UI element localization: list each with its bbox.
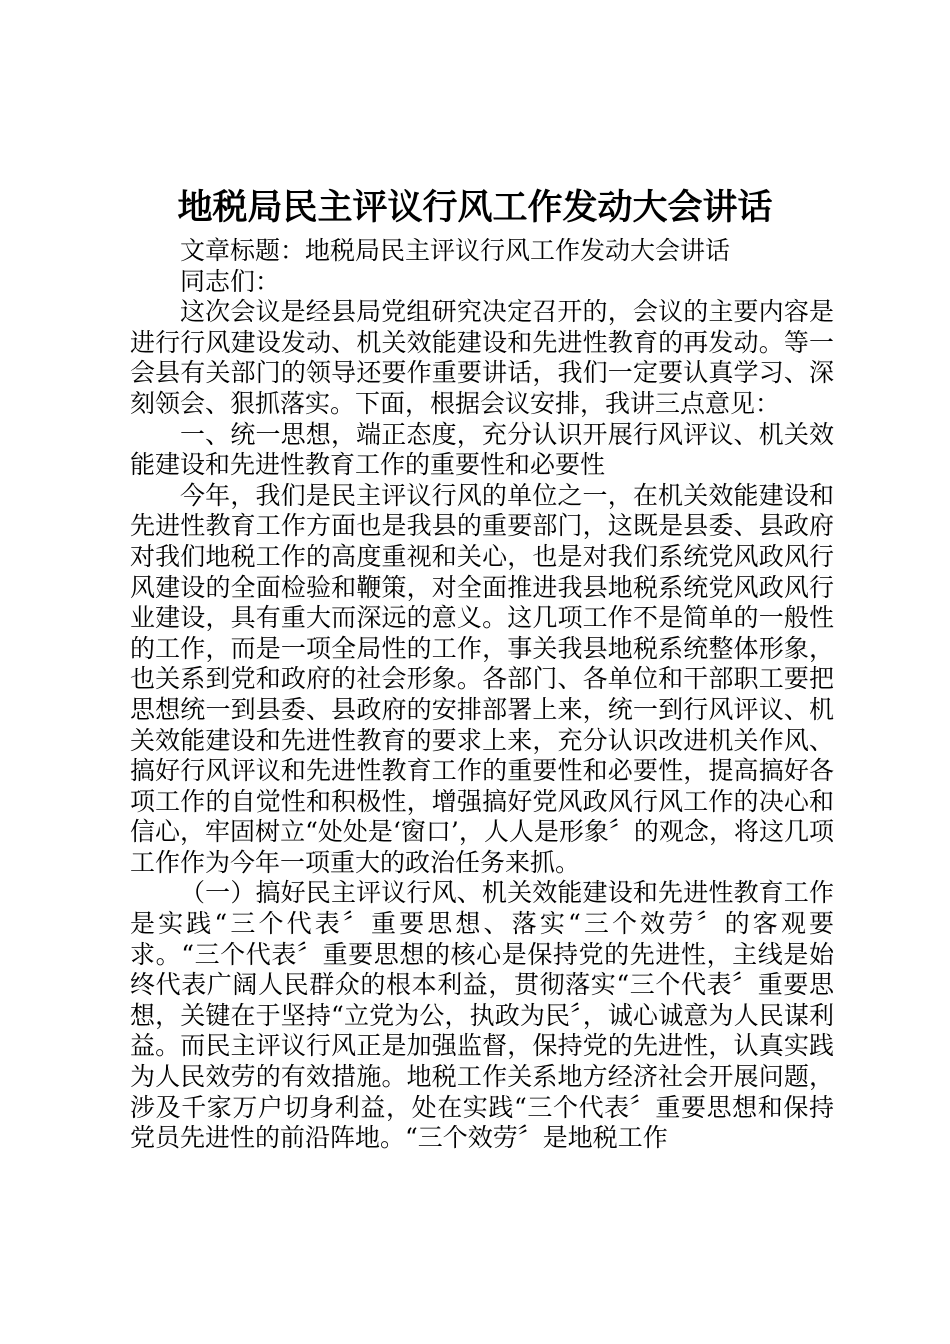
- document-body: [130, 236, 834, 1154]
- paragraph-this-year: 今年，我们是民主评议行风的单位之一，在机关效能建设和先进性教育工作方面也是我县的重要部门，这既是县委、县政府对我们地税工作的高度重视和关心，也是对我们系统党风政风行风建设的全面检验和鞭策，对全面推进我县地税系统党风政风行业建设，具有重大而深远的意义。这几项工作不是简单的一般性的工作，而是一项全局性的工作，事关我县地税系统整体形象，也关系到党和政府的社会形象。各部门、各单位和干部职工要把思想统一到县委、县政府的安排部署上来，统一到行风评议、机关效能建设和先进性教育的要求上来，充分认识改进机关作风、搞好行风评议和先进性教育工作的重要性和必要性，提高搞好各项工作的自觉性和积极性，增强搞好党风政风行风工作的决心和信心，牢固树立“处处是‘窗口’，人人是形象〞的观念，将这几项工作作为今年一项重大的政治任务来抓。: [130, 480, 834, 877]
- section-heading-1: 一、统一思想，端正态度，充分认识开展行风评议、机关效能建设和先进性教育工作的重要性和必要性: [130, 419, 834, 480]
- paragraph-point-1: （一）搞好民主评议行风、机关效能建设和先进性教育工作是实践“三个代表〞重要思想、落实“三个效劳〞的客观要求。“三个代表〞重要思想的核心是保持党的先进性，主线是始终代表广阔人民群众的根本利益，贯彻落实“三个代表〞重要思想，关键在于坚持“立党为公，执政为民〞，诚心诚意为人民谋利益。而民主评议行风正是加强监督，保持党的先进性，认真实践为人民效劳的有效措施。地税工作关系地方经济社会开展问题，涉及千家万户切身利益，处在实践“三个代表〞重要思想和保持党员先进性的前沿阵地。“三个效劳〞是地税工作: [130, 878, 834, 1153]
- paragraph-intro: 这次会议是经县局党组研究决定召开的，会议的主要内容是进行行风建设发动、机关效能建设和先进性教育的再发动。等一会县有关部门的领导还要作重要讲话，我们一定要认真学习、深刻领会、狠抓落实。下面，根据会议安排，我讲三点意见：: [130, 297, 834, 418]
- document-title: 地税局民主评议行风工作发动大会讲话: [177, 187, 773, 228]
- salutation: 同志们：: [180, 266, 281, 296]
- article-title-line: 文章标题：地税局民主评议行风工作发动大会讲话: [180, 236, 731, 265]
